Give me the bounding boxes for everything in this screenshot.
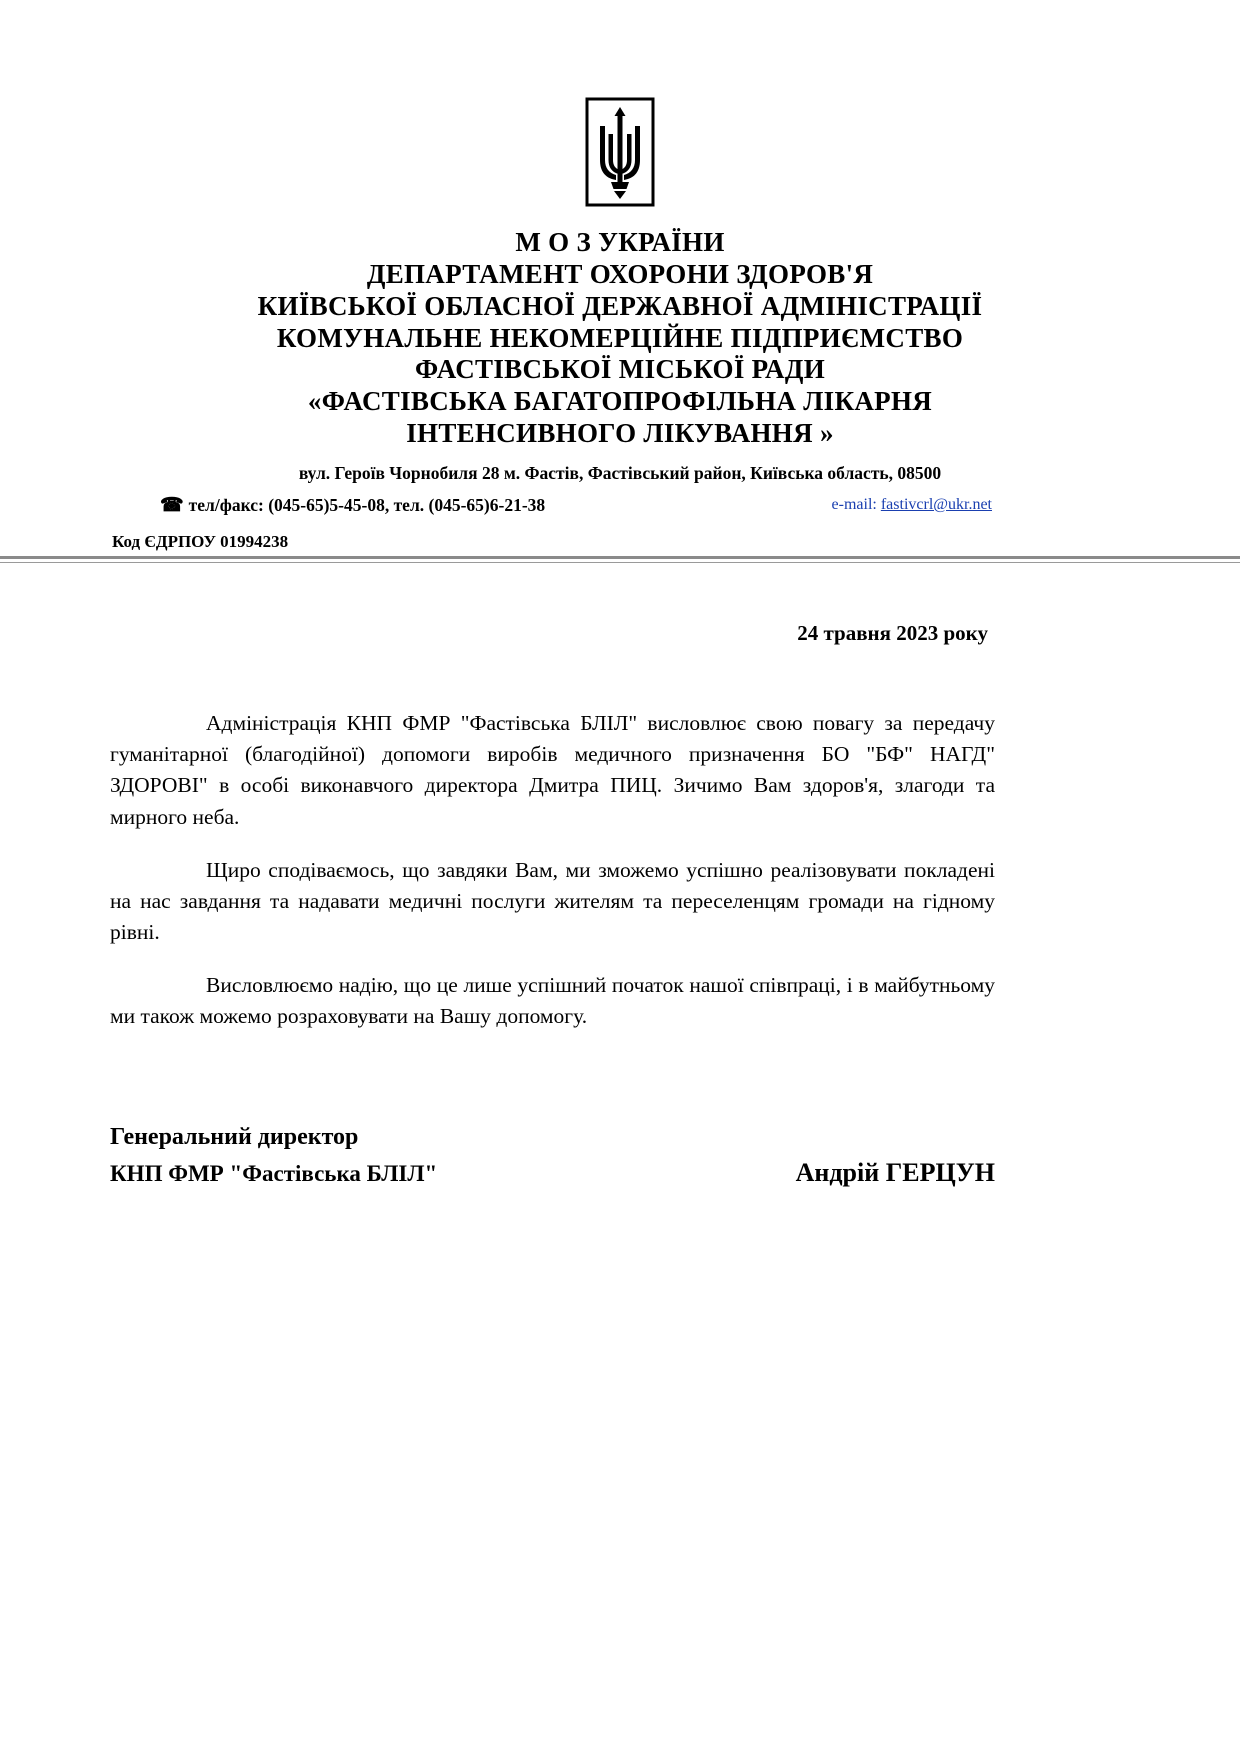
signatory-title: Генеральний директор: [110, 1123, 359, 1150]
letterhead-line-6: «ФАСТІВСЬКА БАГАТОПРОФІЛЬНА ЛІКАРНЯ: [307, 386, 933, 417]
phone-numbers: [160, 494, 545, 517]
signature-row: [110, 1157, 995, 1195]
phone-numbers-label: тел/факс: (045-65)5-45-08, тел. (045-65)6-21-38: [188, 495, 546, 516]
organization-address: вул. Героїв Чорнобиля 28 м. Фастів, Фастівський район, Київська область, 08500: [298, 463, 942, 484]
document-date: 24 травня 2023 року: [797, 621, 988, 646]
letterhead-line-7: ІНТЕНСИВНОГО ЛІКУВАННЯ »: [406, 418, 834, 449]
letterhead-line-5: ФАСТІВСЬКОЇ МІСЬКОЇ РАДИ: [415, 354, 825, 385]
letterhead-line-2: ДЕПАРТАМЕНТ ОХОРОНИ ЗДОРОВ'Я: [366, 258, 874, 289]
letterhead: [0, 227, 1240, 450]
body-paragraph-1: Адміністрація КНП ФМР "Фастівська БЛІЛ" висловлює свою повагу за передачу гуманітарної (благодійної) допомоги виробів медичного призначення БО "БФ" НАГД" ЗДОРОВІ" в особі виконавчого директора Дмитра ПИЦ. Зичимо Вам здоров'я, злагоди та мирного неба.: [110, 711, 995, 829]
telephone-icon: ☎: [160, 495, 184, 517]
signatory-organization: КНП ФМР "Фастівська БЛІЛ": [110, 1160, 438, 1186]
email-block: [832, 496, 992, 514]
edrpou-code: Код ЄДРПОУ 01994238: [112, 532, 289, 552]
signature-block: [0, 1119, 1240, 1195]
letterhead-line-3: КИЇВСЬКОЇ ОБЛАСНОЇ ДЕРЖАВНОЇ АДМІНІСТРАЦІЇ: [257, 290, 983, 321]
document-body: [0, 708, 1240, 1033]
body-paragraph-2: Щиро сподіваємось, що завдяки Вам, ми зможемо успішно реалізовувати покладені на нас завдання та надавати медичні послуги жителям та переселенцям громади на гідному рівні.: [110, 857, 995, 945]
letterhead-divider: [0, 556, 1240, 563]
ukraine-trident-coat-of-arms-icon: [584, 96, 656, 208]
email-label: e-mail:: [831, 496, 877, 514]
divider-thin-line: [0, 562, 1240, 563]
email-link[interactable]: fastivcrl@ukr.net: [880, 496, 992, 514]
body-paragraph-3: Висловлюємо надію, що це лише успішний початок нашої співпраці, і в майбутньому ми також можемо розраховувати на Вашу допомогу.: [110, 973, 995, 1029]
letterhead-line-1: М О З УКРАЇНИ: [515, 227, 725, 257]
letterhead-line-4: КОМУНАЛЬНЕ НЕКОМЕРЦІЙНЕ ПІДПРИЄМСТВО: [276, 322, 964, 353]
emblem-container: [0, 0, 1240, 213]
signatory-name: Андрій ГЕРЦУН: [795, 1157, 995, 1187]
divider-thick-line: [0, 556, 1240, 559]
contact-row: [0, 494, 1240, 520]
